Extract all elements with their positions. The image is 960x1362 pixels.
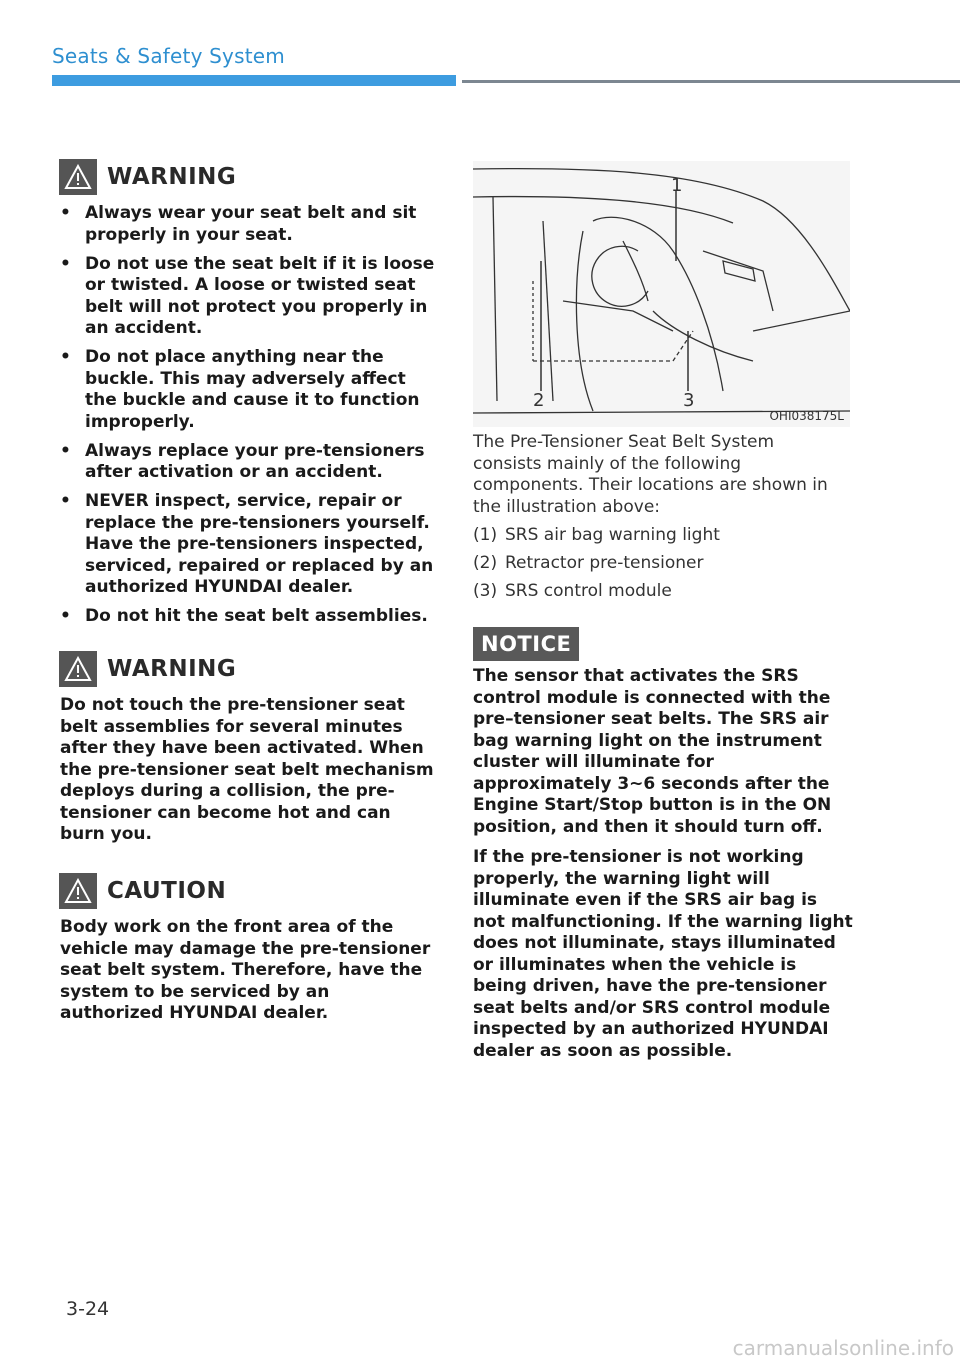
warning-heading-2	[59, 651, 236, 687]
watermark: carmanualsonline.info	[732, 1336, 954, 1360]
notice-label: NOTICE	[473, 627, 579, 661]
warning-triangle-icon	[59, 651, 97, 687]
warning-label: WARNING	[107, 656, 237, 682]
list-item: • Do not place anything near the buckle. This may adversely affect the buckle and cause it to function improperly.	[60, 347, 435, 433]
caution-heading	[59, 873, 226, 909]
warning-triangle-icon	[59, 873, 97, 909]
warning-list	[60, 203, 435, 635]
components-list	[473, 525, 853, 609]
caution-label: CAUTION	[107, 878, 227, 904]
section-title: Seats & Safety System	[52, 44, 285, 68]
list-item: (3) SRS control module	[473, 581, 672, 601]
pretensioner-illustration	[473, 161, 850, 427]
list-item: (1) SRS air bag warning light	[473, 525, 720, 545]
car-interior-drawing	[473, 161, 850, 427]
warning-label: WARNING	[107, 164, 237, 190]
callout-1: 1	[671, 175, 683, 196]
header-rule	[462, 80, 960, 83]
list-item: • Do not use the seat belt if it is loose or twisted. A loose or twisted seat belt will not protect you properly in an accident.	[60, 254, 435, 340]
warning-text: Do not touch the pre-tensioner seat belt assemblies for several minutes after they have been activated. When the pre-tensioner seat belt mechanism deploys during a collision, the pre-tensioner can become hot and can burn you.	[60, 695, 434, 844]
page-number: 3-24	[66, 1298, 110, 1320]
warning-heading-1	[59, 159, 236, 195]
list-item: (2) Retractor pre-tensioner	[473, 553, 704, 573]
list-item: • Always wear your seat belt and sit properly in your seat.	[60, 203, 435, 246]
caution-text: Body work on the front area of the vehicle may damage the pre-tensioner seat belt system. Therefore, have the system to be serviced by an authorized HYUNDAI dealer.	[60, 917, 431, 1023]
warning-triangle-icon	[59, 159, 97, 195]
notice-paragraph-1: The sensor that activates the SRS control module is connected with the pre–tensioner seat belts. The SRS air bag warning light on the instrument cluster will illuminate for approximately 3~6 seconds after the Engine Start/Stop button is in the ON position, and then it should turn off.	[473, 666, 832, 837]
callout-3: 3	[683, 390, 695, 411]
list-item: • Always replace your pre-tensioners after activation or an accident.	[60, 441, 435, 484]
list-item: • NEVER inspect, service, repair or replace the pre-tensioners yourself. Have the pre-tensioners inspected, serviced, repaired or replaced by an authorized HYUNDAI dealer.	[60, 491, 435, 599]
figure-code: OHI038175L	[769, 409, 844, 423]
intro-paragraph: The Pre-Tensioner Seat Belt System consists mainly of the following components. Their locations are shown in the illustration above:	[473, 432, 828, 517]
header-accent-bar	[52, 75, 456, 86]
notice-paragraph-2: If the pre-tensioner is not working properly, the warning light will illuminate even if the SRS air bag is not malfunctioning. If the warning light does not illuminate, stays illuminated or illuminates when the vehicle is being driven, have the pre-tensioner seat belts and/or SRS control module inspected by an authorized HYUNDAI dealer as soon as possible.	[473, 847, 853, 1061]
callout-2: 2	[533, 390, 545, 411]
list-item: • Do not hit the seat belt assemblies.	[60, 606, 435, 628]
